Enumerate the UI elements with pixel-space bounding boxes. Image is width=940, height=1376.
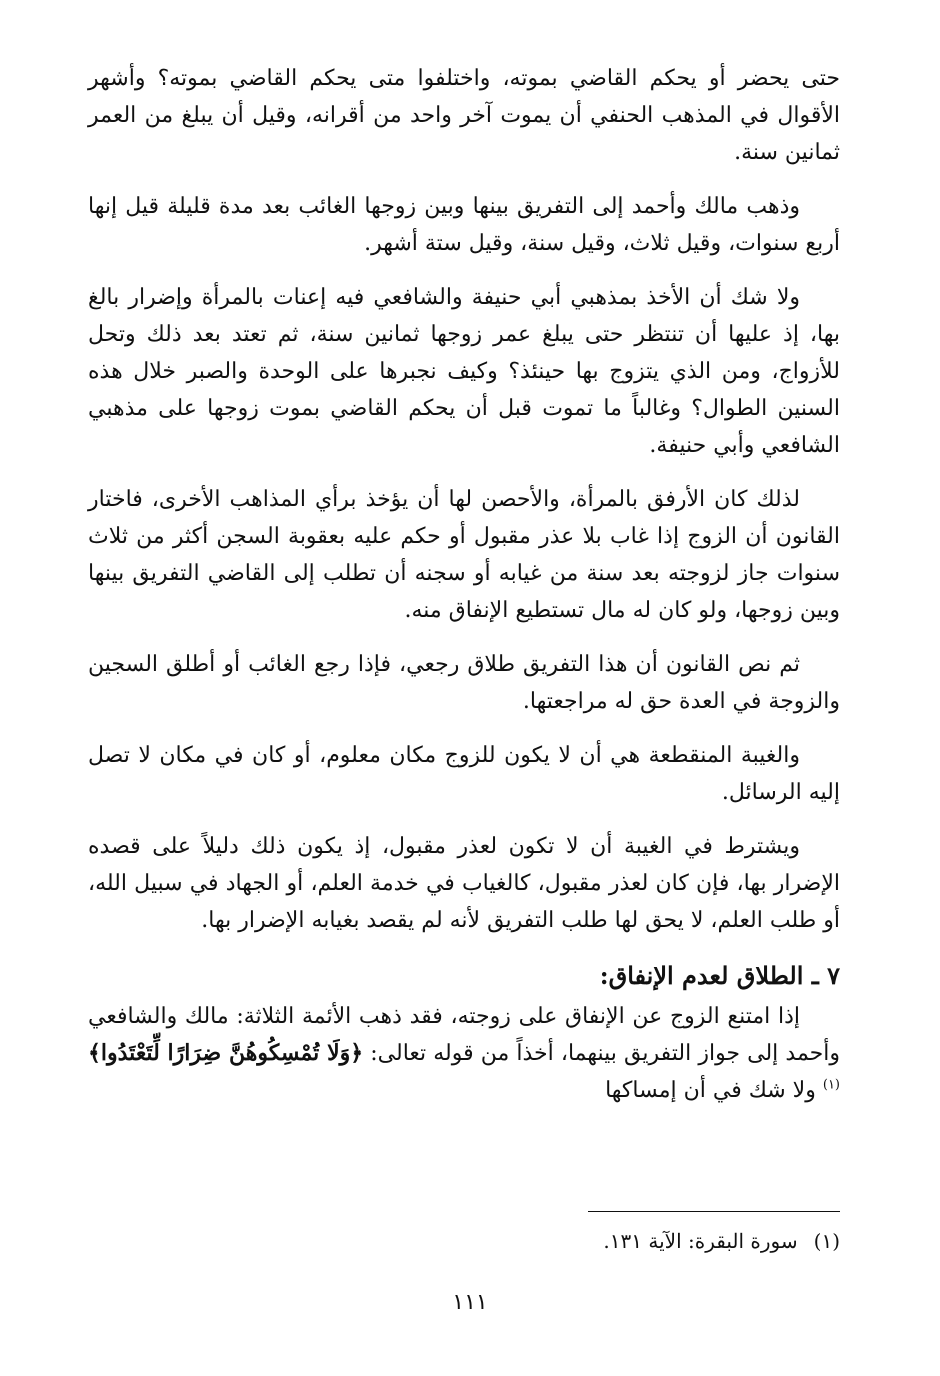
footnote (440, 1226, 840, 1256)
footnote-number: (١) (813, 1229, 840, 1253)
paragraph-8 (88, 998, 840, 1109)
quran-verse: ﴿وَلَا تُمْسِكُوهُنَّ ضِرَارًا لِّتَعْتَدُوا﴾ (88, 1040, 364, 1066)
paragraph-3: ولا شك أن الأخذ بمذهبي أبي حنيفة والشافعي فيه إعنات بالمرأة وإضرار بالغ بها، إذ عليها أن تنتظر حتى يبلغ عمر زوجها ثمانين سنة، ثم تعتد بعد ذلك وتحل للأزواج، ومن الذي يتزوج بها حينئذ؟ وكيف نجبرها على الوحدة والصبر خلال هذه السنين الطوال؟ وغالباً ما تموت قبل أن يحكم القاضي بموت زوجها على مذهبي الشافعي وأبي حنيفة. (88, 285, 840, 458)
footnote-reference[interactable]: (١) (822, 1077, 840, 1093)
paragraph-4: لذلك كان الأرفق بالمرأة، والأحصن لها أن يؤخذ برأي المذاهب الأخرى، فاختار القانون أن الزوج إذا غاب بلا عذر مقبول أو حكم عليه بعقوبة السجن أكثر من ثلاث سنوات جاز لزوجته بعد سنة من غيابه أو سجنه أن تطلب إلى القاضي التفريق بينها وبين زوجها، ولو كان له مال تستطيع الإنفاق منه. (88, 487, 840, 623)
page-body (88, 60, 840, 1126)
footnote-text: سورة البقرة: الآية ١٣١. (603, 1229, 798, 1253)
paragraph-1: حتى يحضر أو يحكم القاضي بموته، واختلفوا متى يحكم القاضي بموته؟ وأشهر الأقوال في المذهب الحنفي أن يموت آخر واحد من أقرانه، وقيل أن يبلغ من العمر ثمانين سنة. (88, 66, 840, 165)
paragraph-6: والغيبة المنقطعة هي أن لا يكون للزوج مكان معلوم، أو كان في مكان لا تصل إليه الرسائل. (88, 743, 840, 805)
footnote-divider (588, 1211, 840, 1212)
paragraph-8-continuation: ولا شك في أن إمساكها (605, 1078, 816, 1103)
paragraph-7: ويشترط في الغيبة أن لا تكون لعذر مقبول، إذ يكون ذلك دليلاً على قصده الإضرار بها، فإن كان لعذر مقبول، كالغياب في خدمة العلم، أو الجهاد في سبيل الله، أو طلب العلم، لا يحق لها طلب التفريق لأنه لم يقصد بغيابه الإضرار بها. (88, 834, 840, 933)
page-number: ١١١ (452, 1290, 488, 1315)
paragraph-2: وذهب مالك وأحمد إلى التفريق بينها وبين زوجها الغائب بعد مدة قليلة قيل إنها أربع سنوات، وقيل ثلاث، وقيل سنة، وقيل ستة أشهر. (88, 194, 840, 256)
paragraph-8-intro: إذا امتنع الزوج عن الإنفاق على زوجته، فقد ذهب الأئمة الثلاثة: مالك والشافعي وأحمد إلى جواز التفريق بينهما، أخذاً من قوله تعالى: (88, 1004, 840, 1066)
section-heading: ٧ ـ الطلاق لعدم الإنفاق: (599, 961, 840, 990)
paragraph-5: ثم نص القانون أن هذا التفريق طلاق رجعي، فإذا رجع الغائب أو أطلق السجين والزوجة في العدة حق له مراجعتها. (88, 652, 840, 714)
